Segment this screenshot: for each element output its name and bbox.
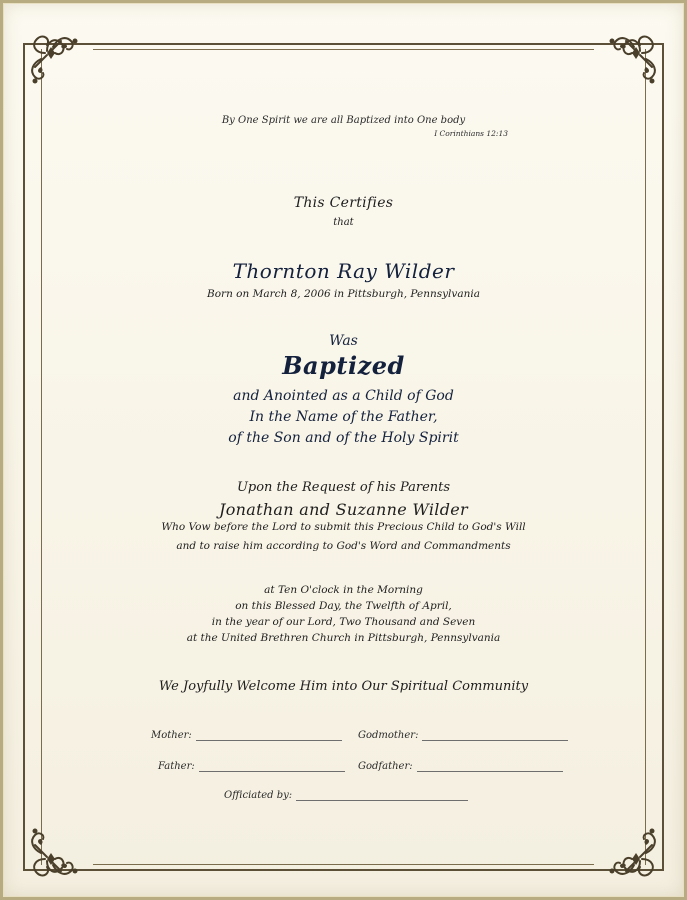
birth-details: Born on March 8, 2006 in Pittsburgh, Pennsylvania xyxy=(207,288,480,300)
parents-names: Jonathan and Suzanne Wilder xyxy=(219,500,468,519)
anointed-text: and Anointed as a Child of God xyxy=(233,388,454,404)
name-of-father-text: In the Name of the Father, xyxy=(249,409,438,425)
that-text: that xyxy=(333,217,354,228)
officiant-signature xyxy=(224,790,468,801)
vow-text: Who Vow before the Lord to submit this Precious Child to God's Will xyxy=(161,521,526,533)
mother-signature-line xyxy=(196,730,342,741)
scripture-reference: I Corinthians 12:13 xyxy=(434,129,508,138)
corner-flourish-icon xyxy=(17,23,87,93)
parents-request-text: Upon the Request of his Parents xyxy=(236,480,451,495)
mother-label: Mother: xyxy=(151,730,192,741)
welcome-text: We Joyfully Welcome Him into Our Spiritual Community xyxy=(158,679,529,694)
godfather-label: Godfather: xyxy=(358,761,413,772)
ceremony-church: at the United Brethren Church in Pittsburgh, Pennsylvania xyxy=(186,632,501,644)
godmother-signature-line xyxy=(422,730,568,741)
father-label: Father: xyxy=(158,761,195,772)
outer-border xyxy=(23,43,664,871)
corner-flourish-icon xyxy=(17,819,87,889)
ceremony-time: at Ten O'clock in the Morning xyxy=(264,584,423,596)
raise-text: and to raise him according to God's Word and Commandments xyxy=(176,540,511,552)
scripture-verse: By One Spirit we are all Baptized into One body xyxy=(221,115,466,126)
father-signature-line xyxy=(199,761,345,772)
inner-border-top-rule xyxy=(93,49,594,50)
ceremony-year: in the year of our Lord, Two Thousand and Seven xyxy=(211,616,476,628)
godfather-signature xyxy=(358,761,563,772)
corner-flourish-icon xyxy=(600,819,670,889)
baptized-heading: Baptized xyxy=(282,351,405,380)
inner-border xyxy=(41,49,646,865)
godmother-signature xyxy=(358,730,568,741)
mother-signature xyxy=(151,730,342,741)
officiated-label: Officiated by: xyxy=(224,790,293,801)
officiant-signature-line xyxy=(296,790,468,801)
child-name: Thornton Ray Wilder xyxy=(232,259,455,283)
godmother-label: Godmother: xyxy=(358,730,419,741)
was-text: Was xyxy=(329,333,358,349)
father-signature xyxy=(158,761,345,772)
ceremony-day: on this Blessed Day, the Twelfth of April, xyxy=(235,600,452,612)
corner-flourish-icon xyxy=(600,23,670,93)
son-and-spirit-text: of the Son and of the Holy Spirit xyxy=(228,430,459,446)
godfather-signature-line xyxy=(417,761,563,772)
certifies-heading: This Certifies xyxy=(293,195,394,211)
inner-border-bottom-rule xyxy=(93,864,594,865)
